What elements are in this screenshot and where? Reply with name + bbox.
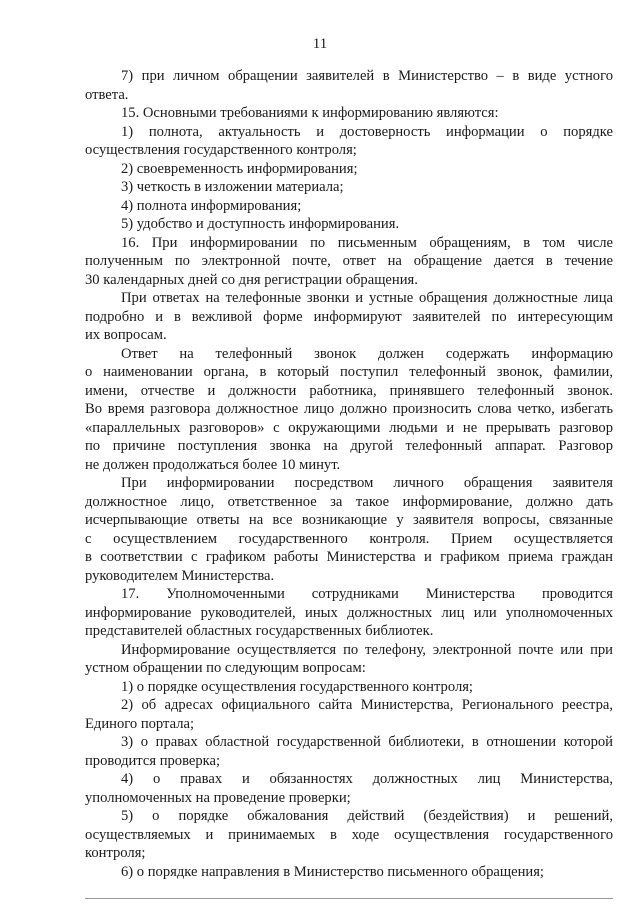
text-line: 4) о правах и обязанностях должностных лиц Министерства,	[121, 771, 613, 787]
text-line: исчерпывающие ответы на все возникающие у заявителя вопросы, связанные	[85, 512, 613, 528]
text-line: 5) удобство и доступность информирования.	[121, 216, 400, 232]
text-line: 17. Уполномоченными сотрудниками Министерства проводится	[121, 586, 613, 602]
text-line: с осуществлением государственного контроля. Прием осуществляется	[85, 530, 613, 547]
footer-rule	[85, 898, 613, 899]
text-line: их вопросам.	[85, 327, 167, 343]
text-line: 7) при личном обращении заявителей в Министерство – в виде устного	[121, 68, 613, 84]
text-line: не должен продолжаться более 10 минут.	[85, 456, 341, 473]
text-line: Во время разговора должностное лицо должно произносить слова четко, избегать	[85, 401, 613, 417]
text-line: по причине поступления звонка на другой телефонный аппарат. Разговор	[85, 438, 613, 454]
text-line: 2) об адресах официального сайта Министерства, Регионального реестра,	[121, 697, 613, 713]
text-line: имени, отчестве и должности работника, принявшего телефонный звонок.	[85, 382, 613, 399]
text-line: 1) о порядке осуществления государственного контроля;	[121, 678, 473, 695]
text-line: При информировании посредством личного обращения заявителя	[121, 475, 613, 491]
text-line: 2) своевременность информирования;	[121, 160, 358, 177]
text-line: 5) о порядке обжалования действий (бездействия) и решений,	[121, 808, 613, 824]
text-line: 3) о правах областной государственной библиотеки, в отношении которой	[121, 734, 613, 750]
text-line: информирование руководителей, иных должностных лиц или уполномоченных	[85, 604, 613, 621]
text-line: осуществляемых и принимаемых в ходе осуществления государственного	[85, 826, 613, 843]
text-line: уполномоченных на проведение проверки;	[85, 789, 351, 806]
text-line: контроля;	[85, 845, 146, 861]
text-line: Единого портала;	[85, 715, 195, 732]
text-line: проводится проверка;	[85, 752, 221, 769]
text-line: Ответ на телефонный звонок должен содержать информацию	[121, 345, 613, 362]
text-line: 4) полнота информирования;	[121, 197, 302, 214]
page-number: 11	[312, 36, 328, 52]
text-line: Информирование осуществляется по телефону, электронной почте или при	[121, 641, 613, 658]
text-line: ответа.	[85, 86, 129, 103]
text-line: 3) четкость в изложении материала;	[121, 179, 344, 195]
text-line: 6) о порядке направления в Министерство письменного обращения;	[121, 863, 544, 880]
text-line: 1) полнота, актуальность и достоверность информации о порядке	[121, 123, 613, 140]
text-line: руководителем Министерства.	[85, 567, 275, 584]
text-line: 16. При информировании по письменным обращениям, в том числе	[121, 234, 613, 251]
text-line: осуществления государственного контроля;	[85, 142, 357, 158]
text-line: должностное лицо, ответственное за такое информирование, должно дать	[85, 493, 613, 510]
text-line: «параллельных разговоров» с окружающими людьми и не прерывать разговор	[85, 419, 613, 436]
text-line: подробно и в вежливой форме информируют заявителей по интересующим	[85, 308, 613, 325]
text-line: о наименовании органа, в который поступил телефонный звонок, фамилии,	[85, 364, 613, 380]
text-line: полученным по электронной почте, ответ на обращение дается в течение	[85, 253, 613, 269]
text-line: 15. Основными требованиями к информированию являются:	[121, 105, 499, 121]
text-line: представителей областных государственных библиотек.	[85, 623, 434, 639]
text-line: устном обращении по следующим вопросам:	[85, 660, 366, 676]
text-line: 30 календарных дней со дня регистрации обращения.	[85, 271, 418, 288]
text-line: При ответах на телефонные звонки и устные обращения должностные лица	[121, 290, 613, 306]
text-line: в соответствии с графиком работы Министерства и графиком приема граждан	[85, 549, 613, 565]
